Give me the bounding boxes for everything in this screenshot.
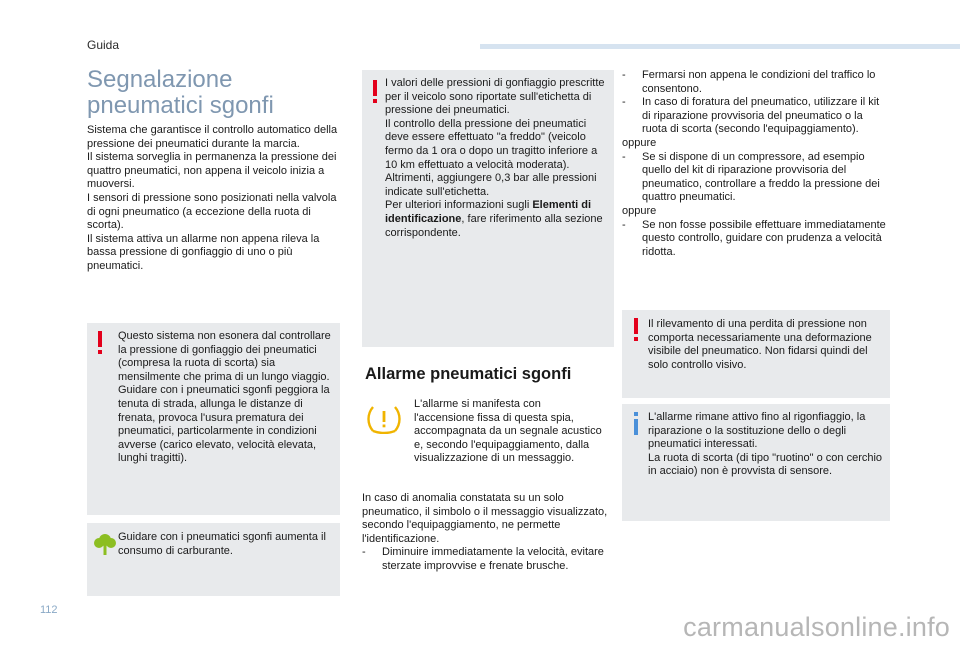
eco-tree-icon [93, 532, 117, 556]
exclamation-warning-icon [95, 331, 105, 355]
oppure-label: oppure [622, 204, 657, 217]
watermark: carmanualsonline.info [683, 612, 950, 642]
warning-line: Altrimenti, aggiungere 0,3 bar alle pressioni indicate sull'etichetta. [385, 172, 597, 198]
reference-link: Elementi di identificazione [385, 199, 592, 225]
oppure-label: oppure [622, 136, 657, 149]
intro-line: I sensori di pressione sono posizionati nella valvola di ogni pneumatico (a eccezione della ruota di scorta). [87, 191, 337, 232]
eco-note-text: Guidare con i pneumatici sgonfi aumenta il consumo di carburante. [118, 531, 326, 557]
header-bar [480, 44, 960, 49]
warning-ref: Per ulteriori informazioni sugli Elementi di identificazione, fare riferimento alla sezione corrispondente. [385, 199, 603, 239]
warning-box-leak [622, 310, 890, 398]
intro-text [87, 124, 345, 274]
step-item: - Se non fosse possibile effettuare immediatamente questo controllo, guidare con prudenza a velocità ridotta. [622, 218, 886, 258]
warning-line: Questo sistema non esonera dal controllare la pressione di gonfiaggio dei pneumatici (compresa la ruota di scorta) sia mensilmente che prima di un lungo viaggio. [118, 330, 331, 383]
intro-line: Il sistema sorveglia in permanenza la pressione dei quattro pneumatici, non appena il veicolo inizia a muoversi. [87, 151, 337, 191]
page-title: Segnalazione pneumatici sgonfi [87, 66, 274, 119]
warning-line: I valori delle pressioni di gonfiaggio prescritte per il veicolo sono riportate sull'etichetta di pressione dei pneumatici. [385, 77, 605, 117]
step-item: - Se si dispone di un compressore, ad esempio quello del kit di riparazione provvisoria del pneumatico, controllare a freddo la pressione dei quattro pneumatici. [622, 150, 880, 204]
intro-line: Sistema che garantisce il controllo automatico della pressione dei pneumatici durante la marcia. [87, 124, 338, 150]
tire-pressure-warning-icon [367, 404, 401, 434]
anomaly-text: In caso di anomalia constatata su un solo pneumatico, il simbolo o il messaggio visualizzato, secondo l'equipaggiamento, ne permette l'identificazione. - Diminuire immediatamente la velocità, evitare sterzate improvvise e frenate brusche. [362, 492, 614, 574]
step-item: - Diminuire immediatamente la velocità, evitare sterzate improvvise e frenate brusche. [362, 546, 604, 572]
warning-box-system [87, 323, 340, 515]
step-item: - Fermarsi non appena le condizioni del traffico lo consentono. [622, 69, 876, 95]
exclamation-warning-icon [631, 318, 641, 342]
section-heading: Allarme pneumatici sgonfi [365, 365, 572, 383]
warning-line: Il controllo della pressione dei pneumatici deve essere effettuato "a freddo" (veicolo fermo da 1 ora o dopo un tragitto inferiore a 10 km effettuato a velocità moderata). [385, 117, 598, 171]
section-label: Guida [87, 38, 120, 52]
warning-box-pressure [362, 70, 614, 347]
alarm-description: L'allarme si manifesta con l'accensione fissa di questa spia, accompagnata da un segnale acustico e, secondo l'equipaggiamento, dalla visualizzazione di un messaggio. [414, 398, 602, 465]
page-number: 112 [40, 604, 58, 616]
warning-text: Il rilevamento di una perdita di pressione non comporta necessariamente una deformazione visibile del pneumatico. Non fidarsi quindi del solo controllo visivo. [648, 318, 872, 371]
info-line: L'allarme rimane attivo fino al rigonfiaggio, la riparazione o la sostituzione dello o degli pneumatici interessati. [648, 411, 866, 451]
eco-note-box [87, 523, 340, 596]
step-item: - In caso di foratura del pneumatico, utilizzare il kit di riparazione provvisoria del pneumatico o la ruota di scorta (secondo l'equipaggiamento). [622, 96, 880, 136]
intro-line: Il sistema attiva un allarme non appena rileva la bassa pressione di gonfiaggio di uno o più pneumatici. [87, 232, 320, 272]
exclamation-warning-icon [370, 80, 380, 104]
info-line: La ruota di scorta (di tipo "ruotino" o con cerchio in acciaio) non è provvista di sensore. [648, 451, 883, 478]
right-steps [622, 69, 890, 259]
info-icon [631, 412, 641, 436]
warning-line: Guidare con i pneumatici sgonfi peggiora la tenuta di strada, allunga le distanze di frenata, provoca l'usura prematura dei pneumatici, particolarmente in condizioni avverse (carico elevato, velocità elevata, lunghi tragitti). [118, 384, 330, 465]
info-box [622, 404, 890, 521]
